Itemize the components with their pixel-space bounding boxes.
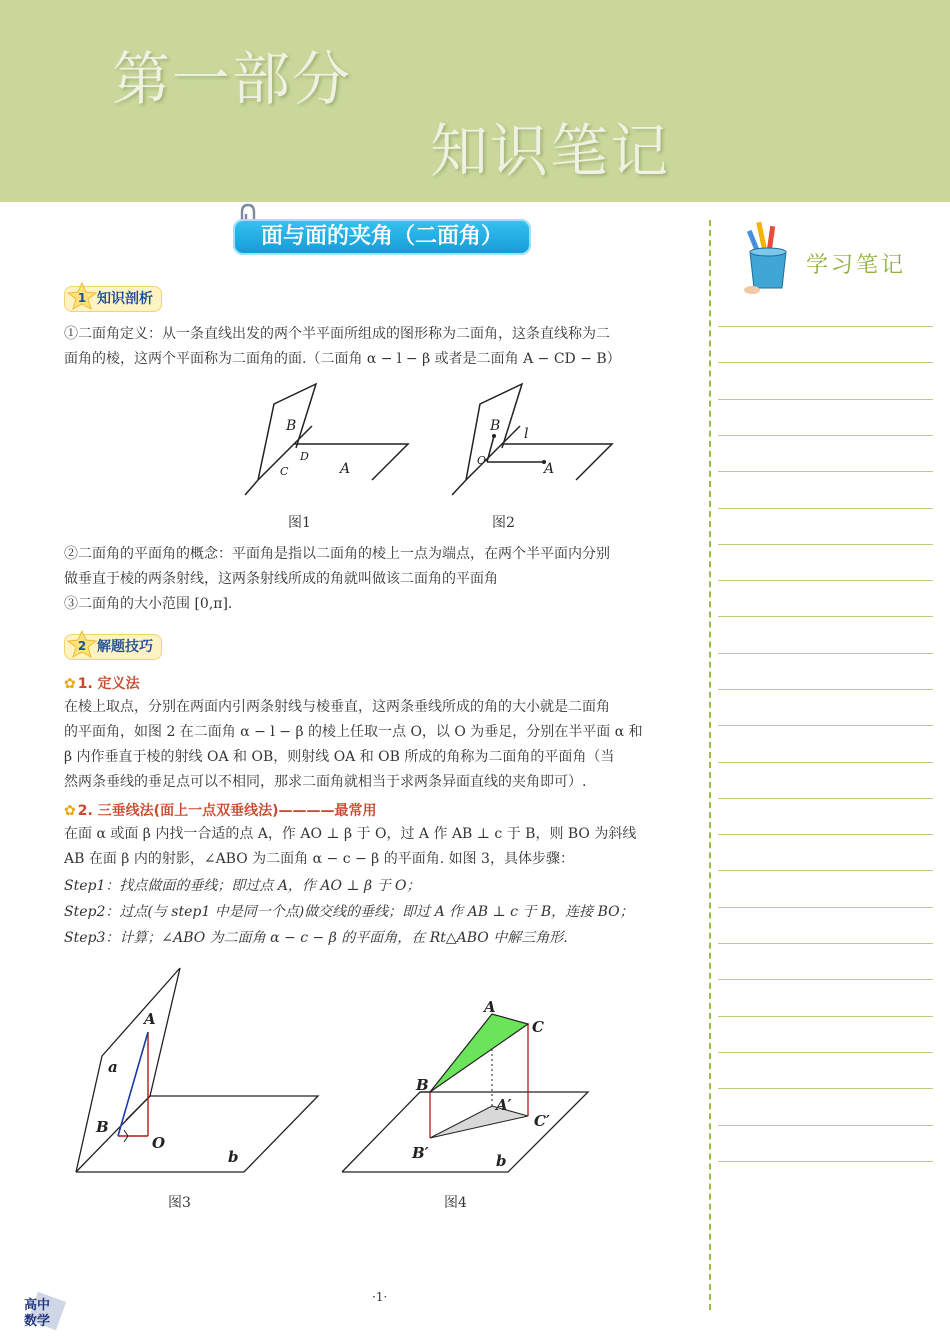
note-line	[718, 689, 933, 690]
note-line	[718, 580, 933, 581]
figure-2-diagram	[440, 380, 630, 500]
section-heading-techniques	[64, 634, 162, 660]
figure-1-caption: 图1	[288, 515, 311, 531]
figure-3-diagram	[66, 960, 326, 1180]
svg-text:数学: 数学	[24, 1314, 51, 1329]
note-line	[718, 798, 933, 799]
svg-text:a: a	[108, 1058, 118, 1076]
definition-line-2: 面角的棱，这两个平面称为二面角的面.（二面角 α − l − β 或者是二面角 A − CD − B）	[64, 351, 621, 367]
part-subtitle: 知识笔记	[430, 117, 671, 185]
note-line	[718, 834, 933, 835]
svg-text:B: B	[96, 1118, 109, 1136]
flower-icon: ✿	[64, 676, 76, 692]
note-line	[718, 435, 933, 436]
note-line	[718, 326, 933, 327]
note-line	[718, 471, 933, 472]
svg-text:1: 1	[77, 291, 87, 305]
svg-text:C: C	[532, 1018, 544, 1036]
note-line	[718, 1016, 933, 1017]
method-1-line-1: 在棱上取点，分别在两面内引两条射线与棱垂直，这两条垂线所成的角的大小就是二面角	[64, 699, 610, 715]
note-line	[718, 1161, 933, 1162]
svg-text:b: b	[496, 1152, 507, 1170]
figure-4-diagram	[336, 994, 596, 1180]
logo-badge	[22, 1290, 66, 1334]
svg-text:高中: 高中	[24, 1298, 51, 1313]
method-2-line-1: 在面 α 或面 β 内找一合适的点 A，作 AO ⊥ β 于 O，过 A 作 AB ⊥ c 于 B，则 BO 为斜线	[64, 826, 637, 842]
svg-text:B: B	[416, 1076, 429, 1094]
method-2-title: ✿ 2. 三垂线法(面上一点双垂线法)————最常用	[64, 803, 377, 819]
svg-text:D: D	[300, 450, 309, 463]
plane-angle-line-1: ②二面角的平面角的概念：平面角是指以二面角的棱上一点为端点，在两个半平面内分别	[64, 546, 610, 562]
section-title: 解题技巧	[97, 639, 153, 655]
part-title: 第一部分	[112, 45, 353, 113]
pencil-cup-icon	[738, 218, 798, 298]
note-line	[718, 508, 933, 509]
figure-1-diagram	[236, 380, 416, 500]
topic-title: 面与面的夹角（二面角）	[233, 219, 531, 255]
note-line	[718, 762, 933, 763]
svg-text:A: A	[144, 1010, 156, 1028]
method-1-line-3: β 内作垂直于棱的射线 OA 和 OB，则射线 OA 和 OB 所成的角称为二面角的平面角（当	[64, 749, 615, 765]
note-line	[718, 979, 933, 980]
notes-divider	[709, 220, 711, 1310]
figure-3-caption: 图3	[168, 1195, 191, 1211]
svg-text:A: A	[340, 461, 351, 477]
section-heading-knowledge	[64, 286, 162, 312]
star-number-icon	[67, 629, 97, 661]
note-line	[718, 725, 933, 726]
method-1-title: ✿ 1. 定义法	[64, 676, 140, 692]
method-2-step-3: Step3：计算；∠ABO 为二面角 α − c − β 的平面角，在 Rt△ABO 中解三角形.	[64, 930, 568, 946]
method-2-step-1: Step1：找点做面的垂线；即过点 A，作 AO ⊥ β 于 O；	[64, 878, 421, 894]
plane-angle-line-2: 做垂直于棱的两条射线，这两条射线所成的角就叫做该二面角的平面角	[64, 571, 498, 587]
method-2-step-2: Step2：过点(与 step1 中是同一个点)做交线的垂线；即过 A 作 AB ⊥ c 于 B，连接 BO；	[64, 904, 634, 920]
note-line	[718, 943, 933, 944]
note-line	[718, 544, 933, 545]
svg-text:C: C	[280, 465, 289, 478]
note-line	[718, 1125, 933, 1126]
note-line	[718, 362, 933, 363]
definition-line-1: ①二面角定义：从一条直线出发的两个半平面所组成的图形称为二面角，这条直线称为二	[64, 326, 610, 342]
note-line	[718, 907, 933, 908]
figure-4-caption: 图4	[444, 1195, 467, 1211]
method-1-line-4: 然两条垂线的垂足点可以不相同，那求二面角就相当于求两条异面直线的夹角即可）.	[64, 774, 587, 790]
figure-2-caption: 图2	[492, 515, 515, 531]
range-line: ③二面角的大小范围 [0,π].	[64, 596, 233, 612]
note-line	[718, 616, 933, 617]
svg-text:O: O	[152, 1134, 166, 1152]
svg-text:B: B	[490, 418, 501, 434]
svg-text:b: b	[228, 1148, 239, 1166]
header-banner	[0, 0, 950, 202]
svg-text:B: B	[286, 418, 297, 434]
notes-title: 学习笔记	[806, 253, 907, 278]
page-number: ·1·	[372, 1290, 388, 1304]
note-line	[718, 399, 933, 400]
method-1-line-2: 的平面角，如图 2 在二面角 α − l − β 的棱上任取一点 O，以 O 为垂足，分别在半平面 α 和	[64, 724, 643, 740]
note-line	[718, 653, 933, 654]
svg-text:C′: C′	[534, 1112, 550, 1130]
flower-icon: ✿	[64, 803, 76, 819]
svg-text:A: A	[544, 461, 555, 477]
svg-text:l: l	[524, 426, 529, 442]
section-title: 知识剖析	[97, 291, 153, 307]
svg-text:A: A	[484, 998, 496, 1016]
star-number-icon	[67, 281, 97, 313]
note-line	[718, 870, 933, 871]
svg-text:2: 2	[77, 639, 87, 653]
note-line	[718, 1052, 933, 1053]
method-2-line-2: AB 在面 β 内的射影，∠ABO 为二面角 α − c − β 的平面角. 如图 3，具体步骤：	[64, 851, 574, 867]
note-line	[718, 1088, 933, 1089]
svg-text:B′: B′	[412, 1144, 429, 1162]
svg-text:O: O	[477, 454, 487, 467]
svg-text:A′: A′	[496, 1096, 512, 1114]
